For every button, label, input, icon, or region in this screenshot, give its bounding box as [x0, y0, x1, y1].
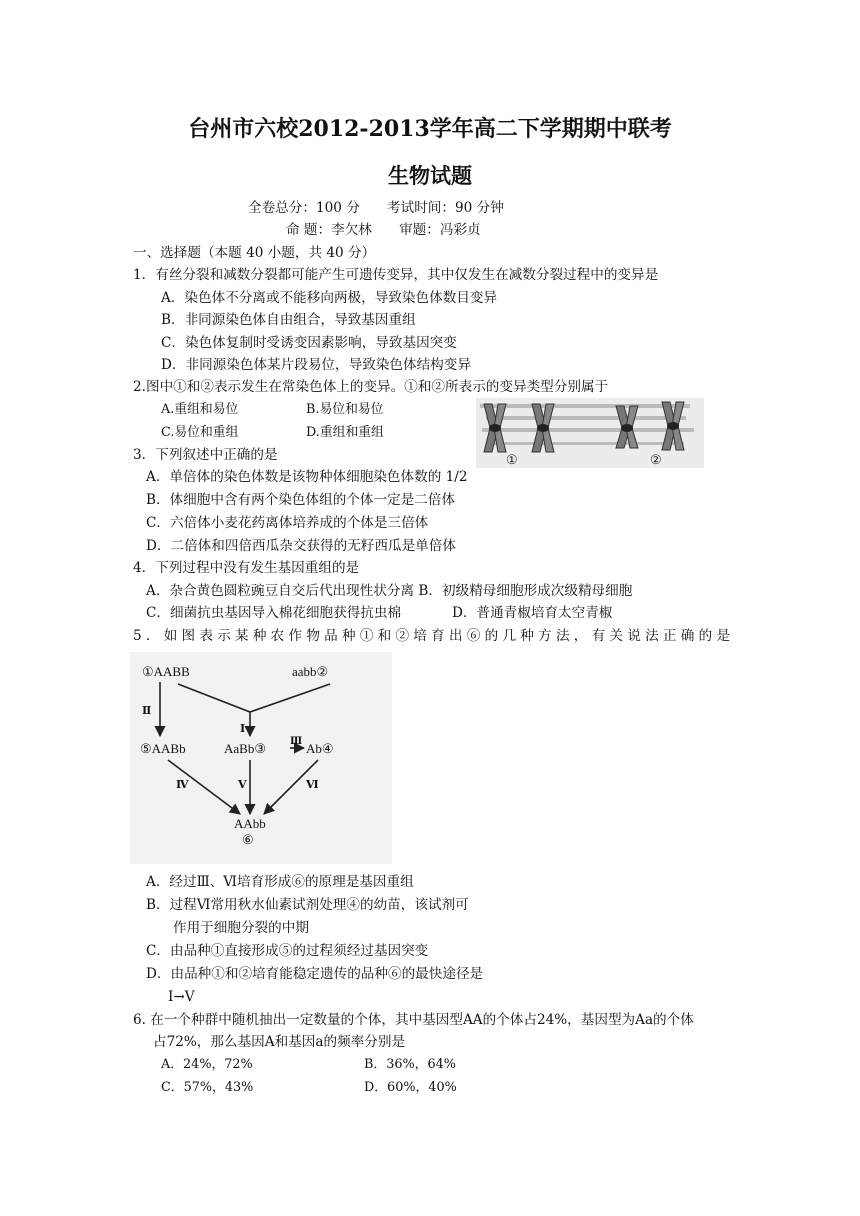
question-3-option-d: D．二倍体和四倍西瓜杂交获得的无籽西瓜是单倍体 [146, 538, 456, 554]
exam-meta-score-time: 全卷总分：100 分 考试时间：90 分钟 [248, 200, 504, 216]
question-3-option-c: C．六倍体小麦花药离体培养成的个体是三倍体 [146, 515, 429, 531]
question-2-stem: 2.图中①和②表示发生在常染色体上的变异。①和②所表示的变异类型分别属于 [133, 379, 609, 395]
question-1-option-c: C．染色体复制时受诱变因素影响，导致基因突变 [161, 335, 457, 351]
node-1: ①AABB [142, 664, 190, 679]
step-1-label: Ⅰ [240, 723, 246, 735]
step-6-label: Ⅵ [306, 779, 319, 791]
node-3: AaBb③ [224, 741, 266, 756]
figure-label-1: ① [506, 452, 518, 467]
node-4: Ab④ [306, 741, 334, 756]
question-1-option-d: D．非同源染色体某片段易位，导致染色体结构变异 [161, 357, 471, 373]
breeding-diagram [130, 652, 392, 864]
question-5-option-d-line1: D．由品种①和②培育能稳定遗传的品种⑥的最快途径是 [146, 966, 484, 982]
question-2-option-c: C.易位和重组 [161, 425, 239, 440]
question-4-options-ab: A．杂合黄色圆粒豌豆自交后代出现性状分离 B．初级精母细胞形成次级精母细胞 [146, 583, 633, 599]
question-5-option-b-line1: B．过程Ⅵ常用秋水仙素试剂处理④的幼苗，该试剂可 [146, 897, 469, 913]
chromosome-figure [476, 398, 704, 468]
question-1-option-a: A．染色体不分离或不能移向两极，导致染色体数目变异 [161, 290, 498, 306]
question-5-option-b-line2: 作用于细胞分裂的中期 [173, 920, 309, 936]
question-2-option-d: D.重组和重组 [306, 425, 384, 440]
question-5-option-c: C．由品种①直接形成⑤的过程须经过基因突变 [146, 943, 429, 959]
question-5-option-d-line2: I→V [168, 989, 195, 1005]
node-2: aabb② [292, 664, 329, 679]
step-4-label: Ⅳ [176, 779, 189, 791]
question-3-stem: 3．下列叙述中正确的是 [133, 447, 278, 463]
section-heading: 一、选择题（本题 40 小题，共 40 分） [133, 245, 376, 261]
question-6-option-a: A．24%，72% [161, 1057, 253, 1072]
question-6-stem-line1: 6. 在一个种群中随机抽出一定数量的个体，其中基因型AA的个体占24%，基因型为Aa的个体 [133, 1012, 694, 1028]
question-6-option-d: D．60%，40% [364, 1080, 457, 1095]
step-3-label: Ⅲ [290, 736, 303, 747]
step-5-label: Ⅴ [238, 779, 247, 791]
question-1-stem: 1．有丝分裂和减数分裂都可能产生可遗传变异，其中仅发生在减数分裂过程中的变异是 [133, 267, 659, 283]
figure-label-2: ② [650, 452, 662, 467]
question-4-option-d: D．普通青椒培育太空青椒 [452, 605, 613, 621]
question-5-stem: 5．如图表示某种农作物品种①和②培育出⑥的几种方法，有关说法正确的是 [133, 628, 730, 644]
node-5: ⑤AABb [140, 741, 186, 756]
question-6-stem-line2: 占72%，那么基因A和基因a的频率分别是 [153, 1034, 406, 1050]
step-2-label: Ⅱ [142, 705, 152, 717]
question-2-option-a: A.重组和易位 [161, 402, 239, 417]
question-5-option-a: A．经过Ⅲ、Ⅵ培育形成⑥的原理是基因重组 [146, 874, 414, 890]
node-6: ⑥ [242, 832, 254, 847]
question-1-option-b: B．非同源染色体自由组合，导致基因重组 [161, 312, 416, 328]
question-2-option-b: B.易位和易位 [306, 402, 384, 417]
page-subtitle: 生物试题 [388, 163, 472, 188]
question-3-option-a: A．单倍体的染色体数是该物种体细胞染色体数的 1/2 [146, 469, 468, 485]
page-title: 台州市六校2012-2013学年高二下学期期中联考 [188, 116, 672, 142]
question-6-option-c: C．57%，43% [161, 1080, 254, 1095]
question-4-option-c: C．细菌抗虫基因导入棉花细胞获得抗虫棉 [146, 605, 402, 621]
node-6-genotype: AAbb [234, 816, 266, 831]
question-3-option-b: B．体细胞中含有两个染色体组的个体一定是二倍体 [146, 492, 456, 508]
question-4-stem: 4．下列过程中没有发生基因重组的是 [133, 560, 360, 576]
exam-meta-authors: 命 题：李欠林 审题：冯彩贞 [286, 222, 481, 238]
question-6-option-b: B．36%，64% [364, 1057, 456, 1072]
